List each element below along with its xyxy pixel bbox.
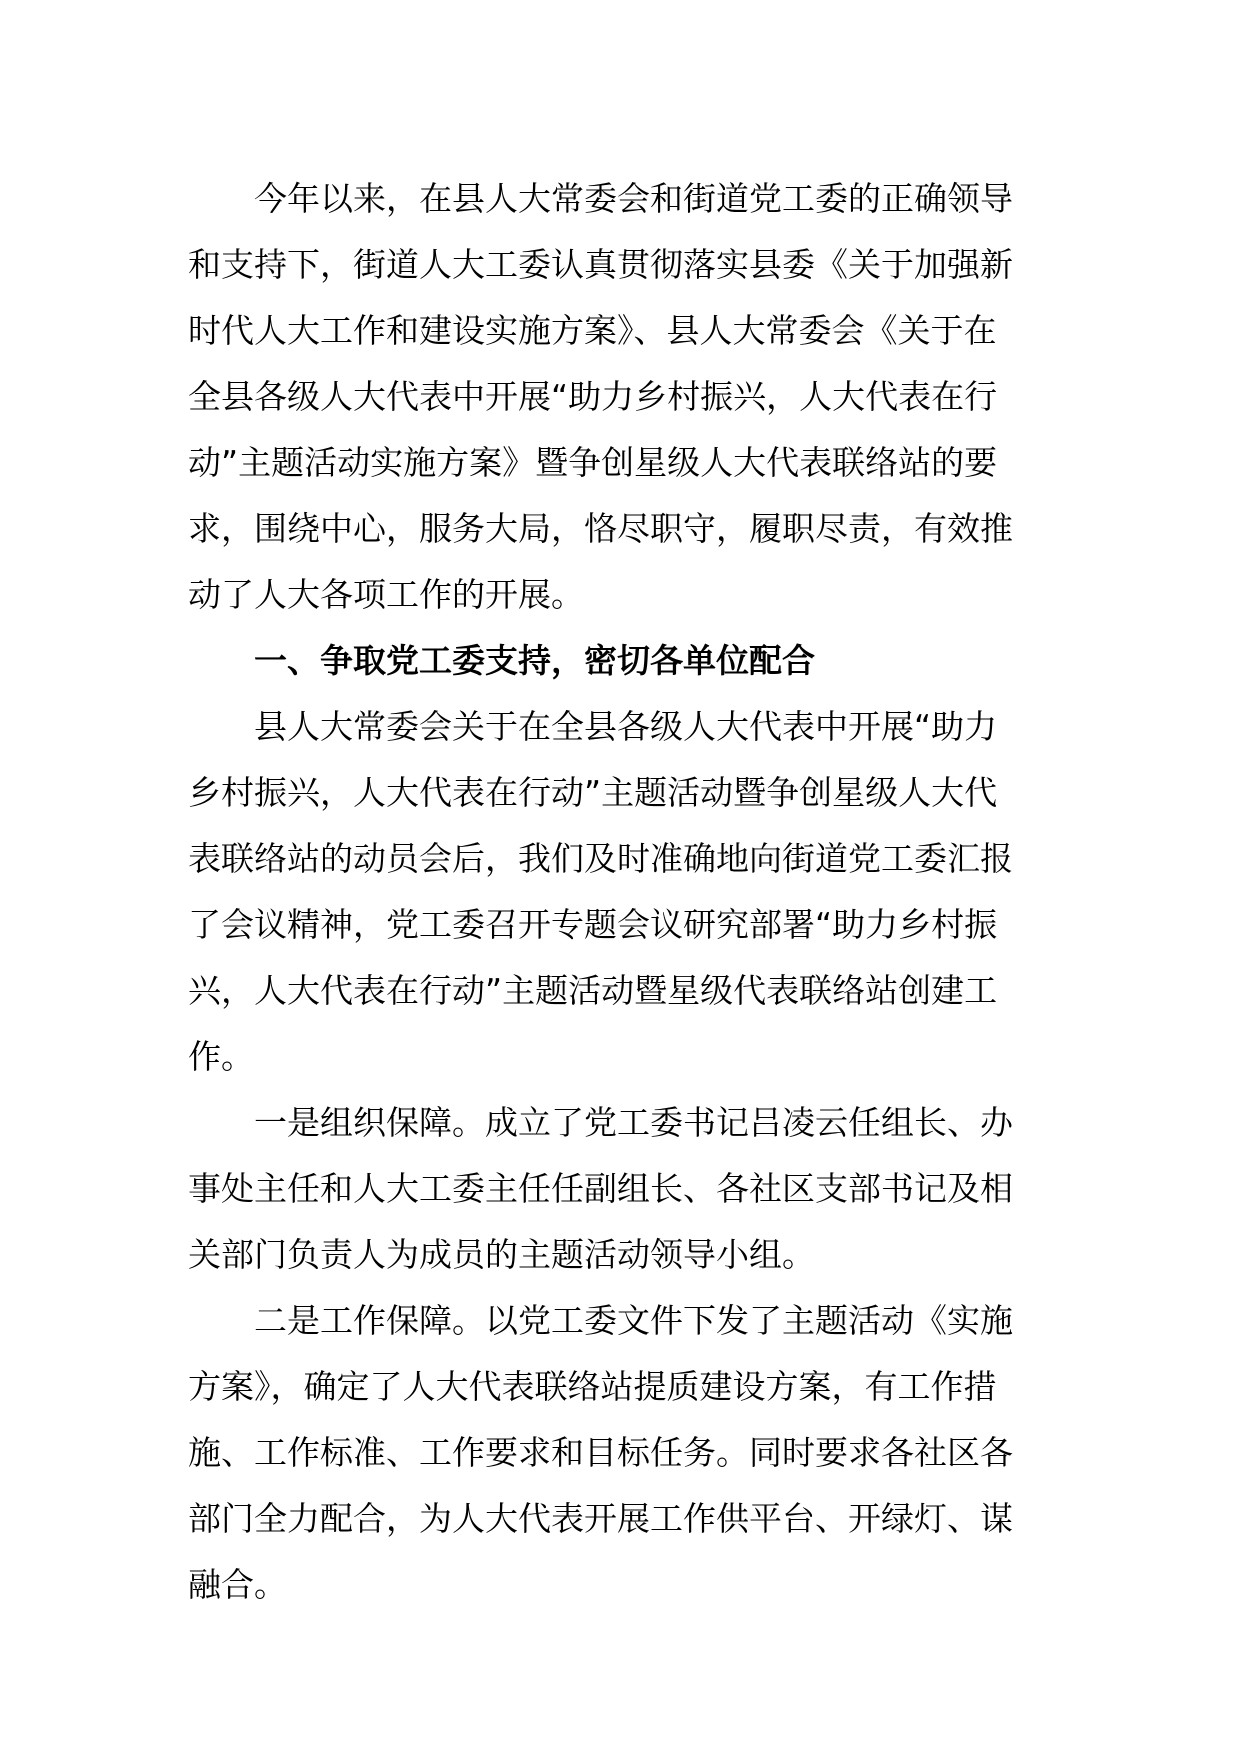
paragraph-line: 表联络站的动员会后，我们及时准确地向街道党工委汇报 [188,839,1013,878]
paragraph-line: 方案》，确定了人大代表联络站提质建设方案，有工作措 [188,1367,997,1406]
paragraph-line: 兴，人大代表在行动”主题活动暨星级代表联络站创建工 [188,971,998,1010]
section-heading [188,628,1038,694]
paragraph-line: 乡村振兴，人大代表在行动”主题活动暨争创星级人大代 [188,773,998,812]
paragraph-line: 关部门负责人为成员的主题活动领导小组。 [188,1235,815,1274]
document-page [188,166,1038,1618]
paragraph-line: 今年以来，在县人大常委会和街道党工委的正确领导 [254,179,1013,218]
paragraph-line: 作。 [188,1037,254,1076]
paragraph-work [188,1288,1038,1618]
paragraph-line: 二是工作保障。以党工委文件下发了主题活动《实施 [254,1301,1013,1340]
paragraph-line: 部门全力配合，为人大代表开展工作供平台、开绿灯、谋 [188,1499,1013,1538]
paragraph-line: 施、工作标准、工作要求和目标任务。同时要求各社区各 [188,1433,1013,1472]
paragraph-line: 融合。 [188,1565,287,1604]
paragraph-mobilization [188,694,1038,1090]
section-heading-text: 一、争取党工委支持，密切各单位配合 [254,641,815,680]
paragraph-line: 了会议精神，党工委召开专题会议研究部署“助力乡村振 [188,905,998,944]
paragraph-line: 和支持下，街道人大工委认真贯彻落实县委《关于加强新 [188,245,1013,284]
paragraph-line: 事处主任和人大工委主任任副组长、各社区支部书记及相 [188,1169,1013,1208]
paragraph-line: 动”主题活动实施方案》暨争创星级人大代表联络站的要 [188,443,998,482]
paragraph-line: 时代人大工作和建设实施方案》、县人大常委会《关于在 [188,311,997,350]
paragraph-intro [188,166,1038,628]
paragraph-line: 一是组织保障。成立了党工委书记吕凌云任组长、办 [254,1103,1013,1142]
paragraph-line: 全县各级人大代表中开展“助力乡村振兴，人大代表在行 [188,377,998,416]
paragraph-line: 动了人大各项工作的开展。 [188,575,584,614]
paragraph-line: 求，围绕中心，服务大局，恪尽职守，履职尽责，有效推 [188,509,1013,548]
paragraph-organization [188,1090,1038,1288]
paragraph-line: 县人大常委会关于在全县各级人大代表中开展“助力 [254,707,998,746]
